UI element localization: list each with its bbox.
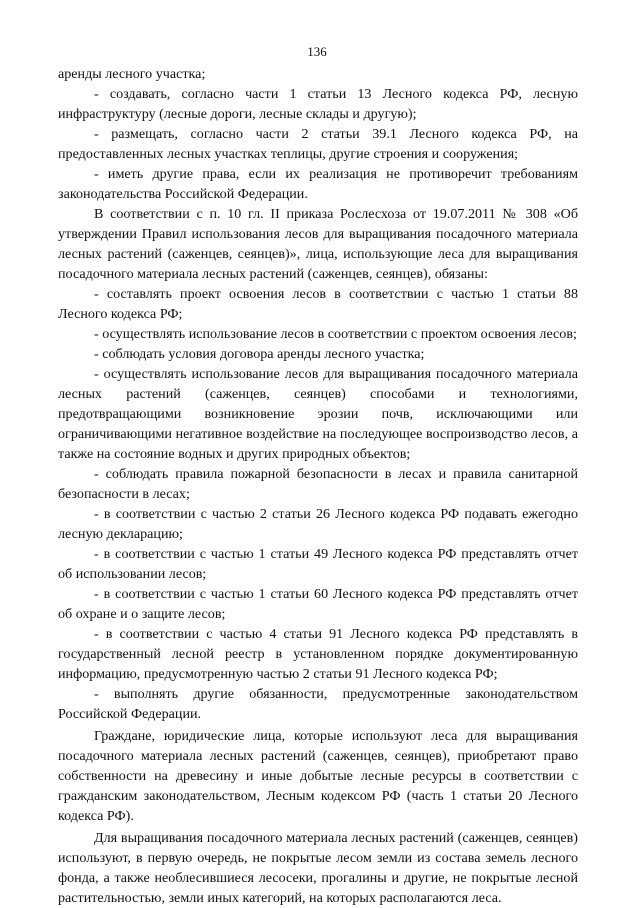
paragraph-15: - выполнять другие обязанности, предусмотренные законодательством Российской Федерации. [58,686,578,722]
paragraph-3: - размещать, согласно части 2 статьи 39.1 Лесного кодекса РФ, на предоставленных лесных участках теплицы, другие строения и сооружения; [58,126,578,162]
paragraph-13: - в соответствии с частью 1 статьи 60 Лесного кодекса РФ представлять отчет об охране и о защите лесов; [58,586,578,622]
paragraph-14: - в соответствии с частью 4 статьи 91 Лесного кодекса РФ представлять в государственный лесной реестр в установленном порядке документированную информацию, предусмотренную частью 2 статьи 91 Лесного кодекса РФ; [58,626,578,682]
paragraph-10: - соблюдать правила пожарной безопасности в лесах и правила санитарной безопасности в лесах; [58,466,578,502]
paragraph-17: Для выращивания посадочного материала лесных растений (саженцев, сеянцев) используют, в первую очередь, не покрытые лесом земли из состава земель лесного фонда, а также необлесившиеся лесосеки, прогалины и другие, не покрытые лесной растительностью, земли иных категорий, на которых располагаются леса. [58,830,578,906]
paragraph-12: - в соответствии с частью 1 статьи 49 Лесного кодекса РФ представлять отчет об использовании лесов; [58,546,578,582]
paragraph-11: - в соответствии с частью 2 статьи 26 Лесного кодекса РФ подавать ежегодно лесную декларацию; [58,506,578,542]
paragraph-1: аренды лесного участка; [58,66,206,82]
page-number: 136 [307,44,327,59]
paragraph-5: В соответствии с п. 10 гл. II приказа Рослесхоза от 19.07.2011 № 308 «Об утверждении Правил использования лесов для выращивания посадочного материала лесных растений (саженцев, сеянцев)», лица, использующие леса для выращивания посадочного материала лесных растений (саженцев, сеянцев), обязаны: [58,206,578,282]
document-body [58,64,578,908]
paragraph-16: Граждане, юридические лица, которые используют леса для выращивания посадочного материала лесных растений (саженцев, сеянцев), приобретают право собственности на древесину и иные добытые лесные ресурсы в соответствии с гражданским законодательством, Лесным кодексом РФ (часть 1 статьи 20 Лесного кодекса РФ). [58,728,578,824]
paragraph-7: - осуществлять использование лесов в соответствии с проектом освоения лесов; [94,326,577,342]
paragraph-2: - создавать, согласно части 1 статьи 13 Лесного кодекса РФ, лесную инфраструктуру (лесные дороги, лесные склады и другую); [58,86,578,122]
paragraph-6: - составлять проект освоения лесов в соответствии с частью 1 статьи 88 Лесного кодекса РФ; [58,286,578,322]
paragraph-8: - соблюдать условия договора аренды лесного участка; [94,346,425,362]
paragraph-9: - осуществлять использование лесов для выращивания посадочного материала лесных растений (саженцев, сеянцев) способами и технологиями, предотвращающими возникновение эрозии почв, исключающими или ограничивающими негативное воздействие на последующее воспроизводство лесов, а также на состояние водных и других природных объектов; [58,366,578,462]
paragraph-4: - иметь другие права, если их реализация не противоречит требованиям законодательства Российской Федерации. [58,166,578,202]
